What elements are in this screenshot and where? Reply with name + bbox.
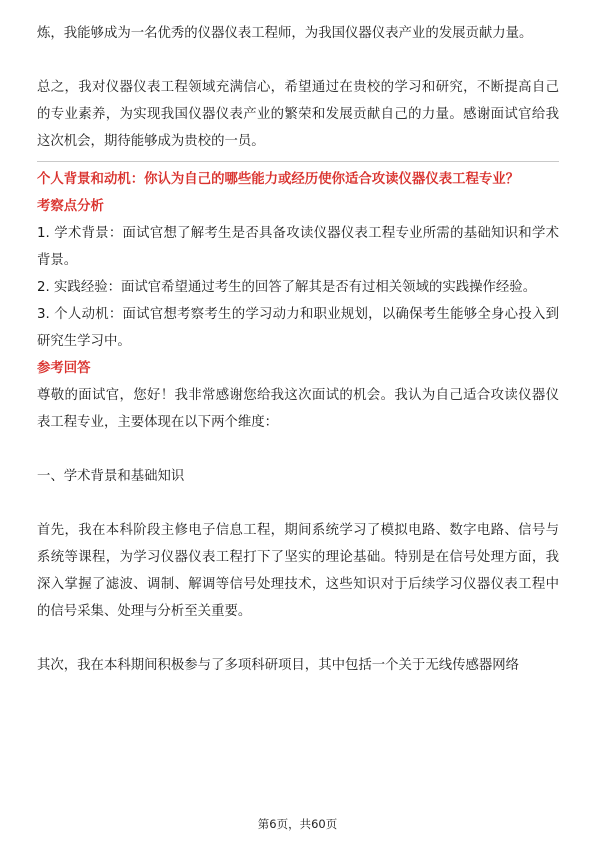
answer-paragraph-1: 尊敬的面试官，您好！我非常感谢您给我这次面试的机会。我认为自己适合攻读仪器仪表工程专业，主要体现在以下两个维度： [37, 388, 559, 430]
analysis-item-3: 3. 个人动机：面试官想考察考生的学习动力和职业规划，以确保考生能够全身心投入到研究生学习中。 [37, 307, 559, 349]
analysis-item-2: 2. 实践经验：面试官希望通过考生的回答了解其是否有过相关领域的实践操作经验。 [37, 280, 537, 295]
question-heading: 个人背景和动机：你认为自己的哪些能力或经历使你适合攻读仪器仪表工程专业？ [37, 172, 520, 187]
answer-paragraph-3: 其次，我在本科期间积极参与了多项科研项目，其中包括一个关于无线传感器网络 [37, 658, 520, 673]
section-divider [37, 161, 559, 162]
answer-heading: 参考回答 [37, 361, 91, 376]
intro-paragraph-1: 炼，我能够成为一名优秀的仪器仪表工程师，为我国仪器仪表产业的发展贡献力量。 [37, 26, 533, 41]
answer-paragraph-2: 首先，我在本科阶段主修电子信息工程，期间系统学习了模拟电路、数字电路、信号与系统等课程，为学习仪器仪表工程打下了坚实的理论基础。特别是在信号处理方面，我深入掌握了滤波、调制、解调等信号处理技术，这些知识对于后续学习仪器仪表工程中的信号采集、处理与分析至关重要。 [37, 523, 559, 619]
intro-paragraph-2: 总之，我对仪器仪表工程领域充满信心，希望通过在贵校的学习和研究，不断提高自己的专业素养，为实现我国仪器仪表产业的繁荣和发展贡献自己的力量。感谢面试官给我这次机会，期待能够成为贵校的一员。 [37, 80, 559, 149]
document-page [37, 20, 559, 679]
page-footer: 第6页，共60页 [257, 817, 338, 831]
analysis-heading: 考察点分析 [37, 199, 104, 214]
analysis-item-1: 1. 学术背景：面试官想了解考生是否具备攻读仪器仪表工程专业所需的基础知识和学术背景。 [37, 226, 559, 268]
answer-subheading: 一、学术背景和基础知识 [37, 469, 185, 484]
